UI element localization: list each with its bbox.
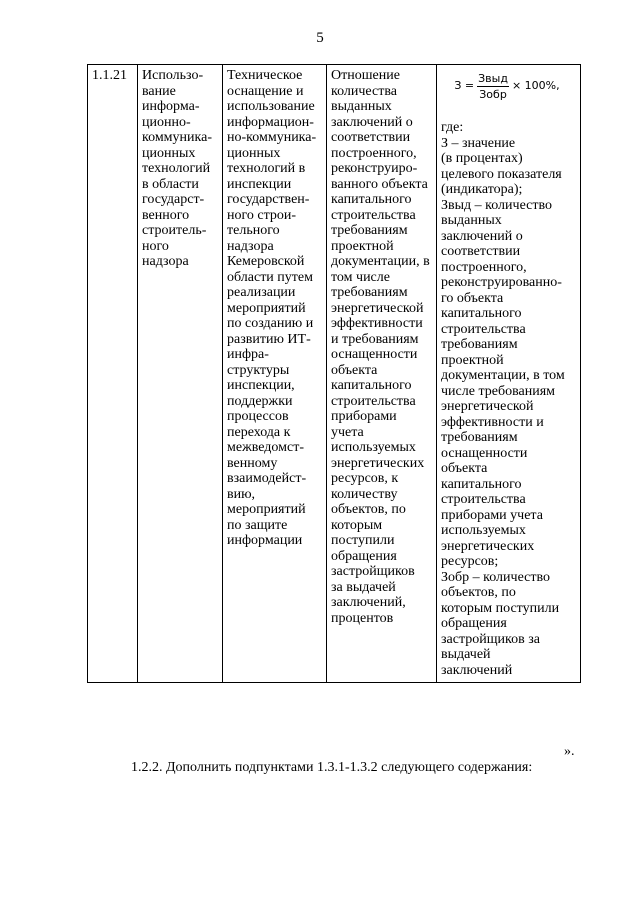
text-line: которым поступили [441,600,560,616]
text-line: энергетических [441,538,535,554]
text-line: го объекта [441,290,504,306]
text-line: процентов [331,610,394,626]
text-line: объекта [331,362,378,378]
text-line: Техническое [227,68,303,83]
formula [441,66,573,106]
text-line: по защите [227,517,288,533]
text-line: приборами учета [441,507,543,523]
cell-activity [223,65,327,683]
text-line: требованиям [331,223,408,238]
text-line: мероприятий [227,502,306,517]
text-line: процессов [227,409,289,424]
text-line: целевого показателя [441,166,562,182]
text-line: застройщиков [331,564,415,579]
text-line: построенного, [441,259,527,275]
text-line: соответствии [331,130,411,145]
text-line: (в процентах) [441,151,523,166]
text-line: ресурсов; [441,554,499,569]
text-line: которым [331,517,383,533]
text-line: оснащенности [331,347,418,362]
text-line: строительства [441,321,526,337]
text-line: капитального [331,192,412,207]
text-line: венному [227,455,278,471]
text-line: капитального [441,306,522,321]
text-line: инспекции, [227,378,295,393]
text-line: но-коммуника- [227,130,317,145]
text-line: проектной [331,238,394,254]
text-line: выданных [331,99,392,114]
text-line: оснащение и [227,83,304,99]
formula-lhs: З = [454,79,475,93]
text-line: строительства [331,393,416,409]
text-line: Кемеровской [227,254,305,269]
text-line: строительства [331,207,416,223]
text-line: оснащенности [441,445,528,461]
text-line: энергетической [441,399,534,414]
text-line: учета [331,424,364,440]
cell-method [437,65,581,683]
text-line: инфра- [227,347,269,362]
text-line: вание [142,83,176,99]
text-line: строитель- [142,223,207,238]
text-line: Использо- [142,68,204,83]
text-line: развитию ИТ- [227,331,311,347]
cell-task [138,65,223,683]
text-line: коммуника- [142,130,212,145]
text-line: тельного [227,223,280,238]
text-line: энергетических [331,455,425,471]
text-line: построенного, [331,145,417,161]
text-line: перехода к [227,424,291,440]
text-line: требованиям [331,285,408,300]
text-line: ционных [142,145,196,161]
text-line: ресурсов, к [331,471,399,486]
text-line: выданных [441,213,502,228]
text-line: (индикатора); [441,182,523,197]
text-line: по созданию и [227,316,314,331]
text-line: Звыд – количество [441,197,552,213]
cell-indicator [327,65,437,683]
text-line: технологий в [227,161,306,176]
text-line: поддержки [227,393,293,409]
closing-quote: ». [564,744,575,759]
text-line: обращения [441,616,507,631]
formula-fraction [477,72,509,101]
text-line: межведомст- [227,440,305,455]
formula-rhs: × 100%, [511,79,560,93]
text-line: мероприятий [227,300,306,316]
text-line: капитального [441,476,522,492]
text-line: заключений о [331,114,413,130]
text-line: за выдачей [331,579,396,595]
text-line: ционных [227,145,281,161]
text-line: эффективности [331,316,423,331]
text-line: области путем [227,269,313,285]
text-line: информа- [142,99,200,114]
text-line: документации, в том [441,368,565,383]
text-line: приборами [331,409,397,424]
text-line: где: [441,120,464,135]
text-line: соответствии [441,244,521,259]
text-line: информацион- [227,114,314,130]
text-line: строительства [441,492,526,507]
text-line: выдачей [441,647,491,662]
cell-code: 1.1.21 [88,65,138,683]
text-line: и требованиям [331,331,419,347]
text-line: в области [142,176,199,192]
text-line: Отношение [331,68,400,83]
text-line: реконструированно- [441,275,562,290]
text-line: объекта [441,461,488,476]
text-line: ного [142,238,169,254]
text-line: энергетической [331,300,424,316]
text-line: надзора [142,254,189,269]
formula-numerator: Звыд [478,71,508,85]
text-line: количества [331,83,397,99]
text-line: обращения [331,548,397,564]
formula-denominator: Зобр [479,87,507,101]
amendment-paragraph: 1.2.2. Дополнить подпунктами 1.3.1-1.3.2 следующего содержания: [131,760,533,775]
text-line: Зобр – количество [441,569,550,585]
text-line: числе требованиям [441,383,555,399]
text-line: проектной [441,352,504,368]
text-line: государст- [142,192,205,207]
text-line: использование [227,99,315,114]
method-description [441,120,577,678]
text-line: надзора [227,238,274,254]
text-line: документации, в [331,254,430,269]
text-line: ванного объекта [331,176,428,192]
text-line: объектов, по [331,502,406,517]
text-line: З – значение [441,135,516,151]
indicator-table [87,64,581,683]
page-number: 5 [316,30,324,46]
text-line: государствен- [227,192,310,207]
text-line: реконструиро- [331,161,418,176]
text-line: поступили [331,533,395,548]
text-line: заключений о [441,228,523,244]
text-line: том числе [331,269,390,285]
text-line: заключений, [331,595,406,610]
text-line: технологий [142,161,211,176]
text-line: количеству [331,486,398,502]
text-line: ционно- [142,114,191,130]
text-line: информации [227,533,303,548]
text-line: инспекции [227,176,292,192]
text-line: капитального [331,378,412,393]
text-line: реализации [227,285,296,300]
table-row [88,65,581,683]
text-line: структуры [227,362,290,378]
text-line: требованиям [441,337,518,352]
text-line: объектов, по [441,585,516,600]
text-line: используемых [441,523,526,538]
text-line: используемых [331,440,416,455]
text-line: эффективности и [441,414,544,430]
text-line: ного строи- [227,207,297,223]
text-line: заключений [441,662,513,678]
text-line: требованиям [441,430,518,445]
text-line: венного [142,207,190,223]
text-line: взаимодейст- [227,471,307,486]
text-line: вию, [227,486,256,502]
text-line: застройщиков за [441,631,540,647]
